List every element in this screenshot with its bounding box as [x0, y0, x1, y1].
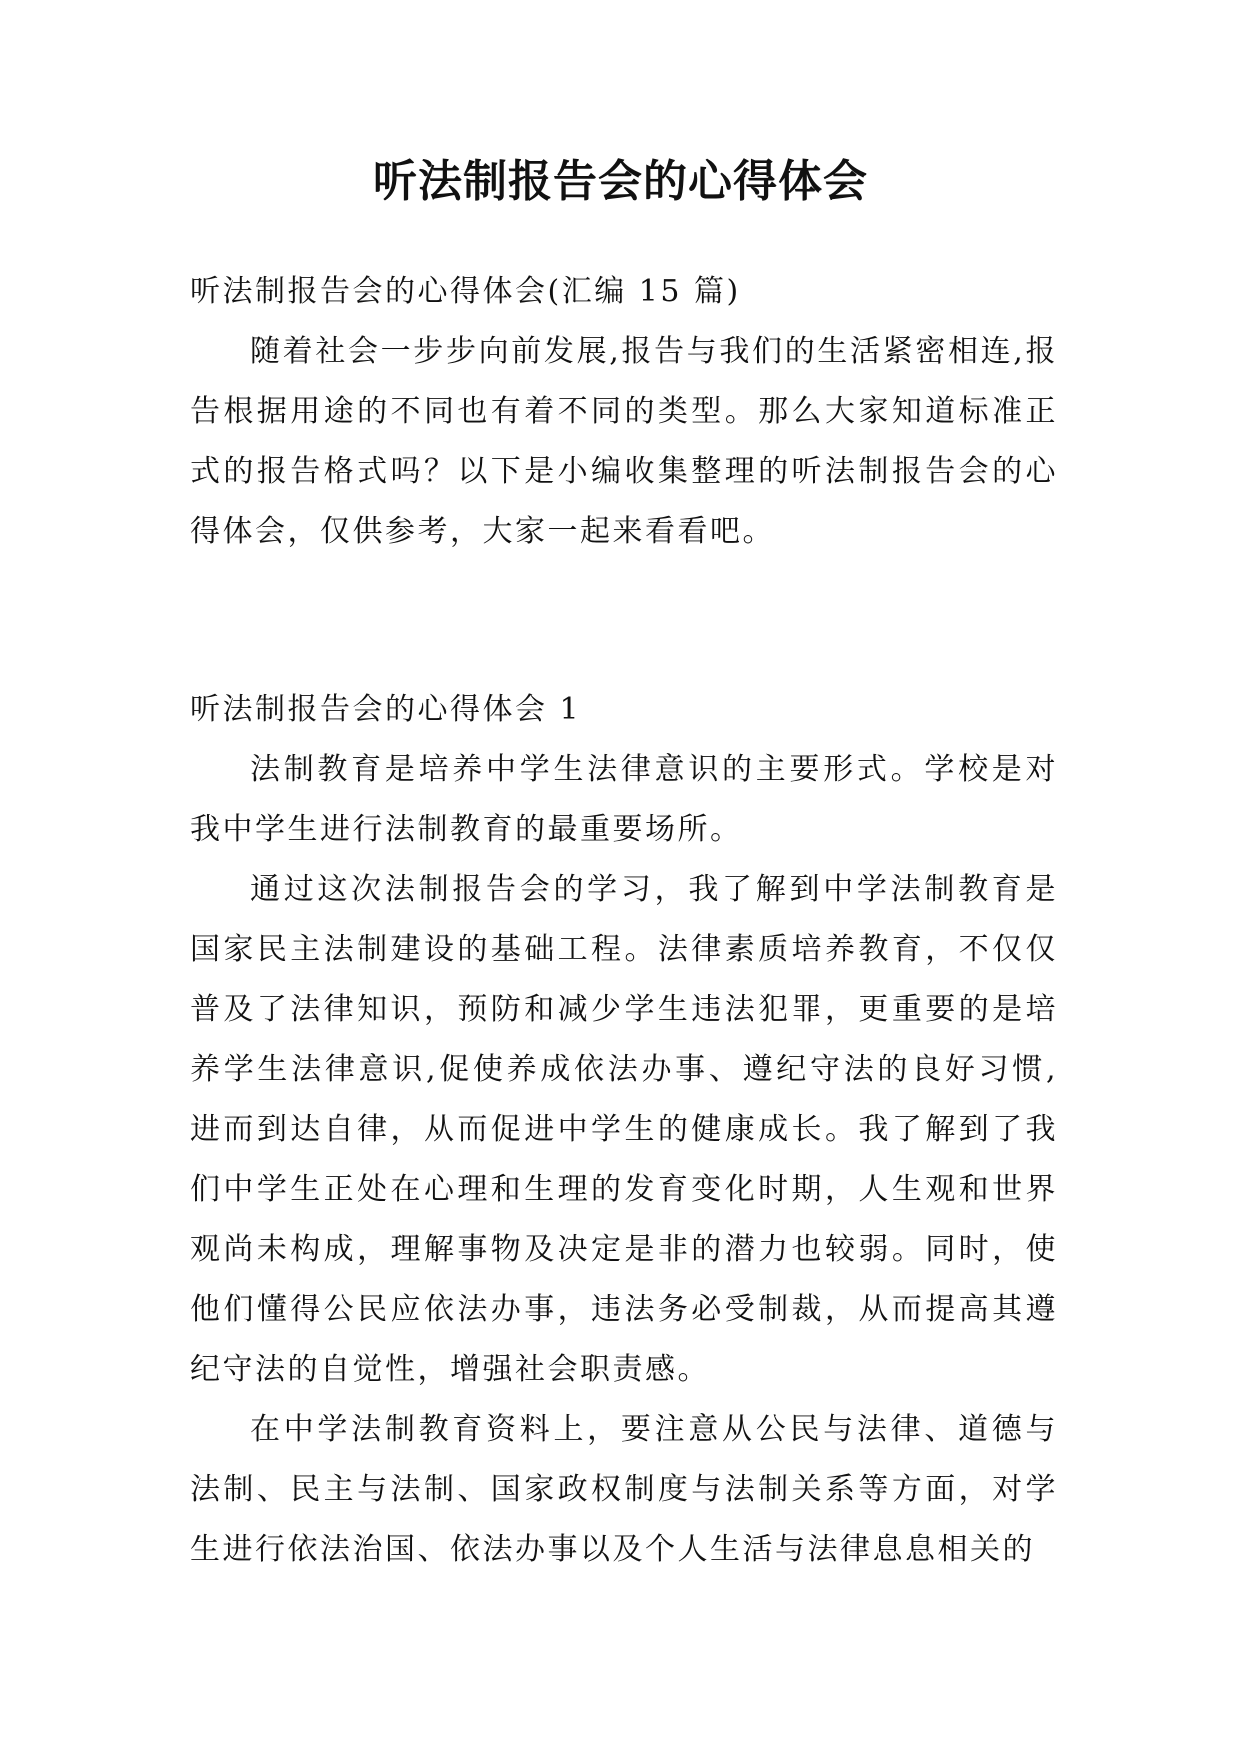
document-title: 听法制报告会的心得体会	[373, 156, 868, 207]
body-paragraph: 通过这次法制报告会的学习，我了解到中学法制教育是国家民主法制建设的基础工程。法律素质培养教育，不仅仅普及了法律知识，预防和减少学生违法犯罪，更重要的是培养学生法律意识,促使养成依法办事、遵纪守法的良好习惯,进而到达自律，从而促进中学生的健康成长。我了解到了我们中学生正处在心理和生理的发育变化时期，人生观和世界观尚未构成，理解事物及决定是非的潜力也较弱。同时，使他们懂得公民应依法办事，违法务必受制裁，从而提高其遵纪守法的自觉性，增强社会职责感。	[190, 872, 1058, 1387]
section-spacer	[190, 562, 1058, 680]
intro-paragraph: 随着社会一步步向前发展,报告与我们的生活紧密相连,报告根据用途的不同也有着不同的类型。那么大家知道标准正式的报告格式吗？以下是小编收集整理的听法制报告会的心得体会，仅供参考，大家一起来看看吧。	[190, 334, 1058, 549]
document-subtitle: 听法制报告会的心得体会(汇编 15 篇)	[190, 274, 741, 309]
body-paragraph: 法制教育是培养中学生法律意识的主要形式。学校是对我中学生进行法制教育的最重要场所。	[190, 752, 1058, 847]
document-body	[190, 262, 1058, 1580]
body-paragraph: 在中学法制教育资料上，要注意从公民与法律、道德与法制、民主与法制、国家政权制度与法制关系等方面，对学生进行依法治国、依法办事以及个人生活与法律息息相关的	[190, 1412, 1058, 1567]
section-heading: 听法制报告会的心得体会 1	[190, 692, 582, 727]
